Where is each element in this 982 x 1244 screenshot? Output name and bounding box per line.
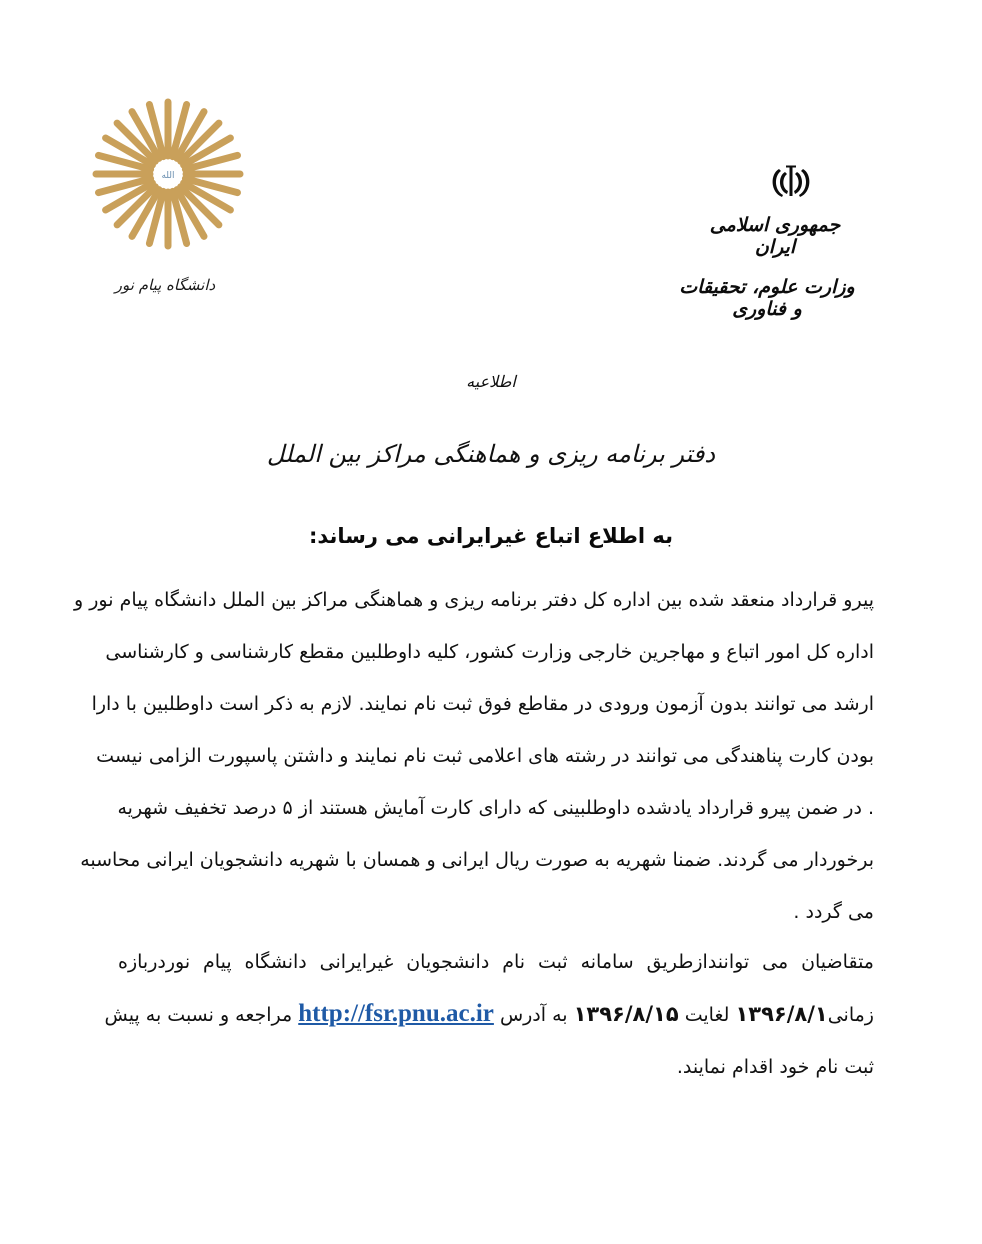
until-label: لغایت xyxy=(684,1004,730,1026)
notice-title: اطلاعیه xyxy=(466,372,516,391)
university-name: دانشگاه پیام نور xyxy=(114,276,216,294)
paragraph-line: می گردد . xyxy=(793,901,874,923)
pnu-sunburst-logo-icon xyxy=(92,98,244,250)
start-date: ۱۳۹۶/۸/۱ xyxy=(735,1002,828,1026)
paragraph-line: برخوردار می گردند. ضمنا شهریه به صورت ریال ایرانی و همسان با شهریه دانشجویان ایرانی محاسبه xyxy=(80,849,874,871)
paragraph-line: متقاضیان می توانندازطریق سامانه ثبت نام دانشجویان غیرایرانی دانشگاه پیام نوردربازه xyxy=(118,951,874,973)
line-suffix: مراجعه و نسبت به پیش xyxy=(104,1004,293,1026)
ministry-name: وزارت علوم، تحقیقات و فناوری xyxy=(679,276,855,320)
paragraph-line: . در ضمن پیرو قرارداد یادشده داوطلبینی که دارای کارت آمایش هستند از ۵ درصد تخفیف شهریه xyxy=(117,797,874,819)
registration-link[interactable]: http://fsr.pnu.ac.ir xyxy=(298,1000,494,1027)
iran-emblem-icon xyxy=(768,164,814,200)
period-label: زمانی xyxy=(827,1004,874,1026)
paragraph-2 xyxy=(104,936,874,1093)
paragraph-line-with-link xyxy=(104,988,874,1041)
end-date: ۱۳۹۶/۸/۱۵ xyxy=(573,1002,679,1026)
paragraph-1 xyxy=(74,574,874,938)
paragraph-line: بودن کارت پناهندگی می توانند در رشته های اعلامی ثبت نام نمایند و داشتن پاسپورت الزامی نیست xyxy=(96,745,874,767)
paragraph-line: اداره کل امور اتباع و مهاجرین خارجی وزارت کشور، کلیه داوطلبین مقطع کارشناسی و کارشناسی xyxy=(105,641,874,663)
logo-center-mark: الله xyxy=(161,171,175,181)
announcement-heading: به اطلاع اتباع غیرایرانی می رساند: xyxy=(308,524,674,548)
address-label: به آدرس xyxy=(499,1004,568,1026)
paragraph-line: ثبت نام خود اقدام نمایند. xyxy=(676,1056,874,1078)
paragraph-line: پیرو قرارداد منعقد شده بین اداره کل دفتر برنامه ریزی و هماهنگی مراکز بین الملل دانشگاه پیام نور و xyxy=(74,589,874,611)
republic-name: جمهوری اسلامی ایران xyxy=(709,214,841,258)
office-title: دفتر برنامه ریزی و هماهنگی مراکز بین الملل xyxy=(266,440,716,468)
paragraph-line: ارشد می توانند بدون آزمون ورودی در مقاطع فوق ثبت نام نمایند. لازم به ذکر است داوطلبین با دارا xyxy=(91,693,874,715)
